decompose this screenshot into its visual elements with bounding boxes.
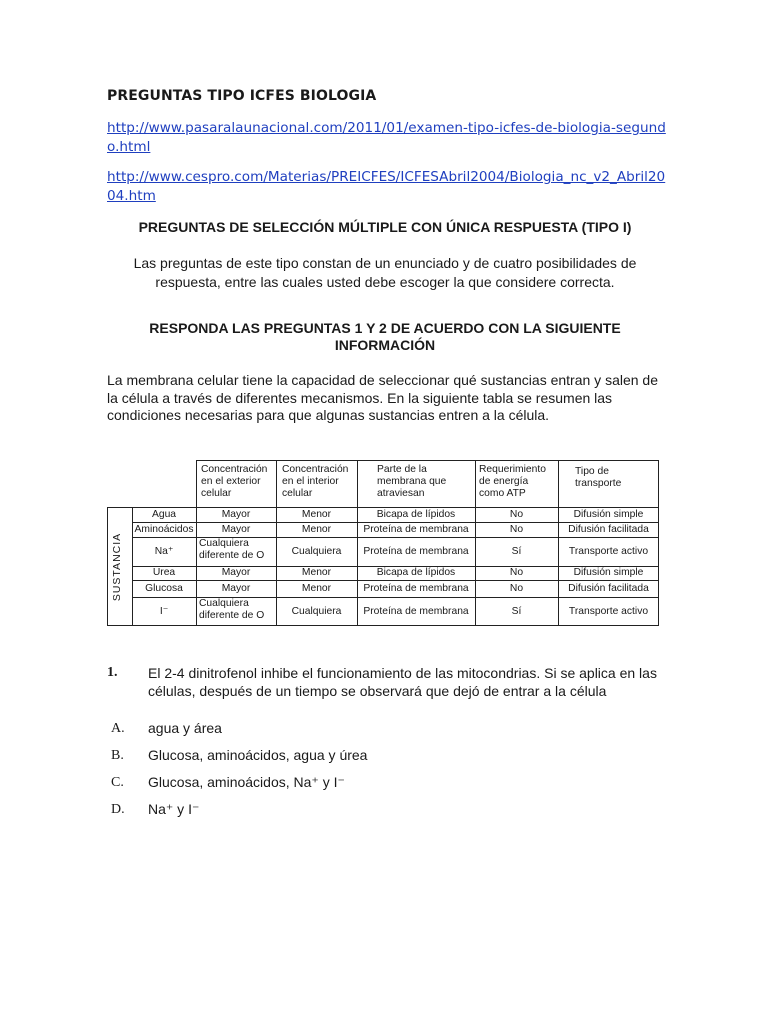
cell-membrane: Proteína de membrana	[363, 524, 469, 535]
cell-interior: Cualquiera	[291, 546, 342, 557]
option-b[interactable]: Glucosa, aminoácidos, agua y úrea	[148, 747, 368, 763]
cell-substance: I⁻	[159, 606, 169, 617]
cell-substance: Glucosa	[145, 583, 183, 594]
cell-energy: Sí	[511, 606, 522, 617]
option-c[interactable]: Glucosa, aminoácidos, Na⁺ y I⁻	[148, 774, 345, 790]
link-cespro[interactable]: http://www.cespro.com/Materias/PREICFES/ICFESAbril2004/Biologia_nc_v2_Abril2004.htm	[107, 169, 666, 204]
header-interior: Concentración en el interior celular	[282, 464, 349, 499]
cell-exterior: Mayor	[221, 583, 251, 594]
cell-energy: No	[509, 509, 524, 520]
cell-exterior: Mayor	[221, 509, 251, 520]
header-transport: Tipo de transporte	[575, 466, 622, 489]
intro-text: Las preguntas de este tipo constan de un enunciado y de cuatro posibilidades de respuesta, entre las cuales usted debe escoger la que considere correcta.	[133, 255, 637, 290]
section-heading-preguntas-1-2: RESPONDA LAS PREGUNTAS 1 Y 2 DE ACUERDO CON LA SIGUIENTE INFORMACIÓN	[149, 320, 621, 353]
cell-energy: Sí	[511, 546, 522, 557]
substance-table	[107, 460, 659, 626]
cell-exterior: Mayor	[221, 524, 251, 535]
cell-energy: No	[509, 524, 524, 535]
option-d-letter: D.	[111, 802, 125, 817]
option-a[interactable]: agua y área	[148, 720, 222, 736]
cell-interior: Cualquiera	[291, 606, 342, 617]
header-membrane-part: Parte de la membrana que atraviesan	[377, 464, 447, 499]
cell-substance: Aminoácidos	[134, 524, 194, 535]
cell-exterior: Cualquiera diferente de O	[199, 598, 265, 621]
cell-membrane: Proteína de membrana	[363, 583, 469, 594]
cell-membrane: Proteína de membrana	[363, 606, 469, 617]
cell-energy: No	[509, 567, 524, 578]
cell-transport: Transporte activo	[568, 606, 649, 617]
option-b-letter: B.	[111, 748, 124, 763]
membrane-paragraph: La membrana celular tiene la capacidad de seleccionar qué sustancias entran y salen de la célula a través de diferentes mecanismos. En la siguiente tabla se resumen las condiciones necesarias para que algunas sustancias entren a la célula.	[107, 372, 659, 423]
table-side-label: SUSTANCIA	[111, 532, 123, 602]
cell-interior: Menor	[301, 509, 332, 520]
cell-transport: Transporte activo	[568, 546, 649, 557]
cell-transport: Difusión facilitada	[568, 583, 649, 594]
option-c-letter: C.	[111, 775, 124, 790]
cell-membrane: Bicapa de lípidos	[376, 509, 456, 520]
cell-transport: Difusión simple	[573, 509, 644, 520]
cell-interior: Menor	[301, 524, 332, 535]
link-pasaralaunacional[interactable]: http://www.pasaralaunacional.com/2011/01/examen-tipo-icfes-de-biologia-segundo.html	[107, 120, 666, 155]
cell-transport: Difusión simple	[573, 567, 644, 578]
cell-energy: No	[509, 583, 524, 594]
cell-interior: Menor	[301, 583, 332, 594]
cell-substance: Urea	[152, 567, 176, 578]
cell-substance: Na⁺	[154, 546, 174, 557]
header-exterior: Concentración en el exterior celular	[201, 464, 268, 499]
option-a-letter: A.	[111, 721, 125, 736]
question-number: 1.	[107, 665, 118, 680]
cell-exterior: Cualquiera diferente de O	[199, 538, 265, 561]
document-title: PREGUNTAS TIPO ICFES BIOLOGIA	[107, 88, 377, 104]
cell-exterior: Mayor	[221, 567, 251, 578]
cell-transport: Difusión facilitada	[568, 524, 649, 535]
header-energy: Requerimiento de energía como ATP	[479, 464, 546, 499]
cell-membrane: Bicapa de lípidos	[376, 567, 456, 578]
cell-substance: Agua	[151, 509, 177, 520]
section-heading-tipo-i: PREGUNTAS DE SELECCIÓN MÚLTIPLE CON ÚNICA RESPUESTA (TIPO I)	[138, 219, 632, 235]
question-text: El 2-4 dinitrofenol inhibe el funcionamiento de las mitocondrias. Si se aplica en las células, después de un tiempo se observará que dejó de entrar a la célula	[148, 665, 657, 699]
cell-membrane: Proteína de membrana	[363, 546, 469, 557]
cell-interior: Menor	[301, 567, 332, 578]
option-d[interactable]: Na⁺ y I⁻	[148, 801, 200, 817]
